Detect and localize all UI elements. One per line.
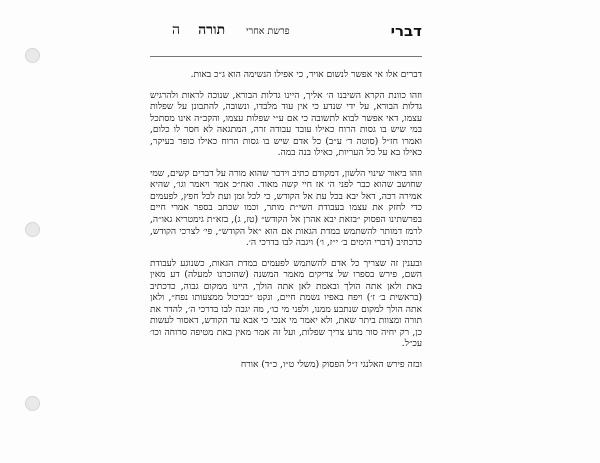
- page-letter: ה: [172, 22, 181, 38]
- header-divider: [150, 56, 422, 57]
- punch-hole: [25, 222, 40, 237]
- punch-hole: [25, 396, 40, 411]
- parsha-name: פרשת אחרי: [246, 26, 290, 37]
- torah-label: תורה: [198, 22, 226, 38]
- paragraph: ובזה פירש האלנגי ז״ל הפסוק (משלי ט״ו, כ״ד) אורח: [240, 360, 422, 371]
- book-title: דברי: [390, 22, 422, 40]
- paragraph: דברים אלו אי אפשר לנשום אויר, כי אפילו הנשימה הוא ג״כ באות.: [190, 70, 422, 80]
- paragraph: וזהו כוונת הקרא השיבנו ה׳ אליך, היינו גדלות הבורא, שנוכה לראות ולהרגיש גדלות הבורא, על ידי שנדע כי אין עוד מלבדו, ונשובה, להתבונן על שפלות עצמו, דאי אפשר לבוא לתשובה כי אם ע״י שפלות עצמו, והקב״ה אינו מסתכל במי שיש בו גסות הרוח כאילו עובד עבודה זרה, המתגאה לא חסר לו כלום, ואמרו חז״ל (סוטה ד׳ ע״ב) כל אדם שיש בו גסות הרוח כאילו כופר בעיקר, כאילו בא על כל העריות, כאילו בנה במה.: [150, 90, 422, 159]
- page-number: [172, 22, 225, 39]
- punch-hole: [25, 48, 40, 63]
- body-text: [150, 70, 422, 372]
- paragraph: ובענין זה שצריך כל אדם להשתמש לפעמים במדת הגאות, כשנוגע לעבודת השם, פירש בספרו של צדיקים מאמר המשנה (שהזכרנו למעלה) דע מאין באת ולאן אתה הולך ובאמת לאן אתה הולך, היינו ממקום גבוה, כדכתיב (בראשית ב׳ ז׳) ויפח באפיו נשמת חיים, ונקט ״כביכול ממצעותו נפח״, ולאן אתה הולך למקום שנתבע ממנו, ולפני מי כו׳, מה יגבה לבו בדרכי ה׳, להדר את תורה ומצוות ביתר שאת, ולא יאמר מי אנכי כי אבא עד הקודש, דאסור לעשות כן, רק יחיה סור מרע צריך שפלות, ועל זה אמר מאין באת מטיפה סרוחה וכו׳ עכ״ל.: [150, 258, 422, 350]
- page-header: [150, 22, 422, 46]
- paragraph: וזהו ביאור שינוי הלשון, דמקודם כתיב וידבר שהוא מורה על דברים קשים, שמי שחושב שהוא כבר לפני ה׳ אז חיי קשה מאוד. ואח״כ אמר ויאמר וגו׳, שהיא אמירה רכה, דאל יבא בכל עת אל הקודש, כי לכל זמן ועת לכל חפץ, לפעמים כדי לחזק את עצמו בעבודת השי״ת מותר, וכמו שכתב בספר אמרי חיים בפרשתינו הפסוק ״בזאת יבא אהרן אל הקודש״ (טז, ג), בזא״ת גימטריא גאו״ה, לרמז דמותר להשתמש במדת הגאות אם הוא ״אל הקודש״, פי׳ לצרכי הקודש, כדכתיב (דברי הימים ב׳ י״ז, ו׳) ויגבה לבו בדרכי ה׳.: [150, 168, 422, 249]
